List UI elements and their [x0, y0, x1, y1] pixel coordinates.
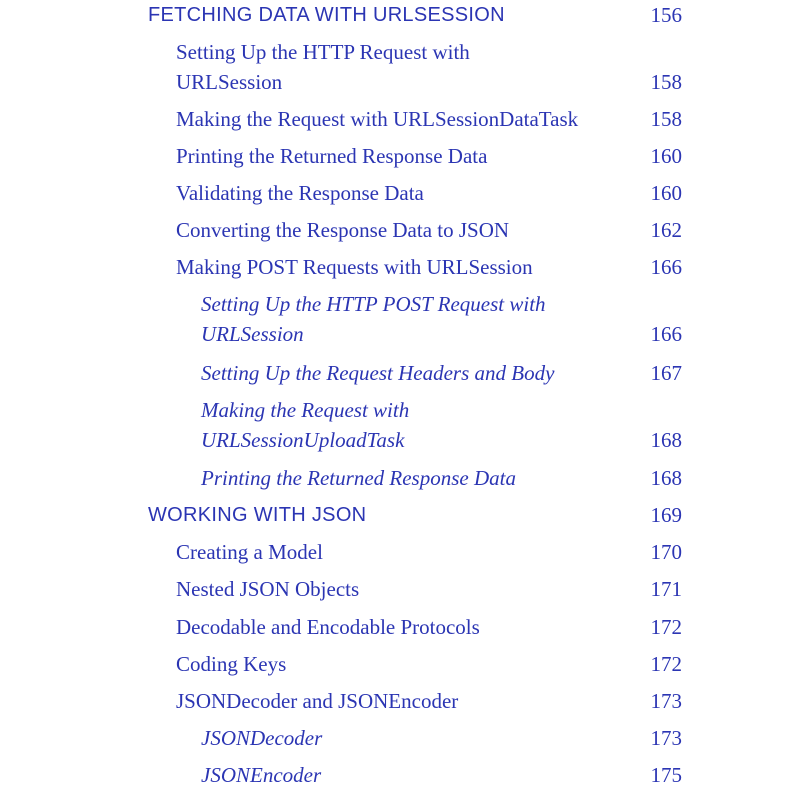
toc-entry[interactable] [0, 37, 800, 97]
toc-entry-title: Printing the Returned Response Data [201, 466, 516, 490]
toc-page-number: 162 [650, 218, 682, 242]
toc-entry-title: Validating the Response Data [176, 181, 424, 205]
toc-entry[interactable] [0, 760, 800, 790]
toc-page-number: 169 [650, 503, 682, 527]
toc-page-number: 160 [650, 181, 682, 205]
toc-entry[interactable] [0, 178, 800, 208]
toc-entry-title: FETCHING DATA WITH URLSESSION [148, 4, 505, 26]
toc-entry[interactable] [0, 141, 800, 171]
toc-page-number: 156 [650, 3, 682, 27]
toc-page-number: 172 [650, 652, 682, 676]
toc-entry-title: Nested JSON Objects [176, 577, 360, 601]
toc-entry[interactable] [0, 104, 800, 134]
toc-page-number: 166 [650, 322, 682, 346]
toc-entry-title: Converting the Response Data to JSON [176, 218, 510, 242]
toc-entry-title: Setting Up the Request Headers and Body [201, 361, 555, 385]
toc-entry-title: WORKING WITH JSON [148, 504, 367, 526]
toc-entry[interactable] [0, 574, 800, 604]
toc-entry-title: JSONDecoder and JSONEncoder [176, 689, 459, 713]
toc-page-number: 166 [650, 255, 682, 279]
toc-entry-title: Decodable and Encodable Protocols [176, 615, 480, 639]
toc-entry-title: Making the Request with [201, 398, 410, 422]
toc-entry[interactable] [0, 252, 800, 282]
toc-page-number: 175 [650, 763, 682, 787]
toc-entry[interactable] [0, 686, 800, 716]
toc-entry[interactable] [0, 395, 800, 455]
toc-entry-title: Setting Up the HTTP Request with [176, 40, 470, 64]
toc-entry-title: Setting Up the HTTP POST Request with [201, 292, 546, 316]
toc-entry-title: JSONEncoder [201, 763, 322, 787]
toc-entry[interactable] [0, 215, 800, 245]
toc-page-number: 170 [650, 540, 682, 564]
toc-page-number: 167 [650, 361, 682, 385]
toc-page-number: 173 [650, 726, 682, 750]
toc-page-number: 171 [650, 577, 682, 601]
toc-entry[interactable] [0, 358, 800, 388]
toc-entry-title: Coding Keys [176, 652, 287, 676]
toc-entry-title: JSONDecoder [201, 726, 323, 750]
toc-entry[interactable] [0, 289, 800, 349]
toc-entry-title: Making the Request with URLSessionDataTask [176, 107, 579, 131]
toc-page-number: 158 [650, 107, 682, 131]
toc-entry[interactable] [0, 463, 800, 493]
toc-section-heading[interactable] [0, 500, 800, 530]
toc-entry-title: URLSession [201, 322, 304, 346]
toc-entry-title: URLSession [176, 70, 283, 94]
toc-entry[interactable] [0, 723, 800, 753]
toc-entry[interactable] [0, 612, 800, 642]
toc-page-number: 168 [650, 466, 682, 490]
toc-page-number: 160 [650, 144, 682, 168]
toc-entry-title: URLSessionUploadTask [201, 428, 405, 452]
toc-entry-title: Creating a Model [176, 540, 323, 564]
toc-page-number: 158 [650, 70, 682, 94]
toc-page-number: 168 [650, 428, 682, 452]
toc-entry[interactable] [0, 649, 800, 679]
toc-entry-title: Printing the Returned Response Data [176, 144, 488, 168]
toc-entry[interactable] [0, 537, 800, 567]
toc-entry-title: Making POST Requests with URLSession [176, 255, 533, 279]
toc-section-heading[interactable] [0, 0, 800, 30]
toc-page-number: 172 [650, 615, 682, 639]
toc-page-number: 173 [650, 689, 682, 713]
